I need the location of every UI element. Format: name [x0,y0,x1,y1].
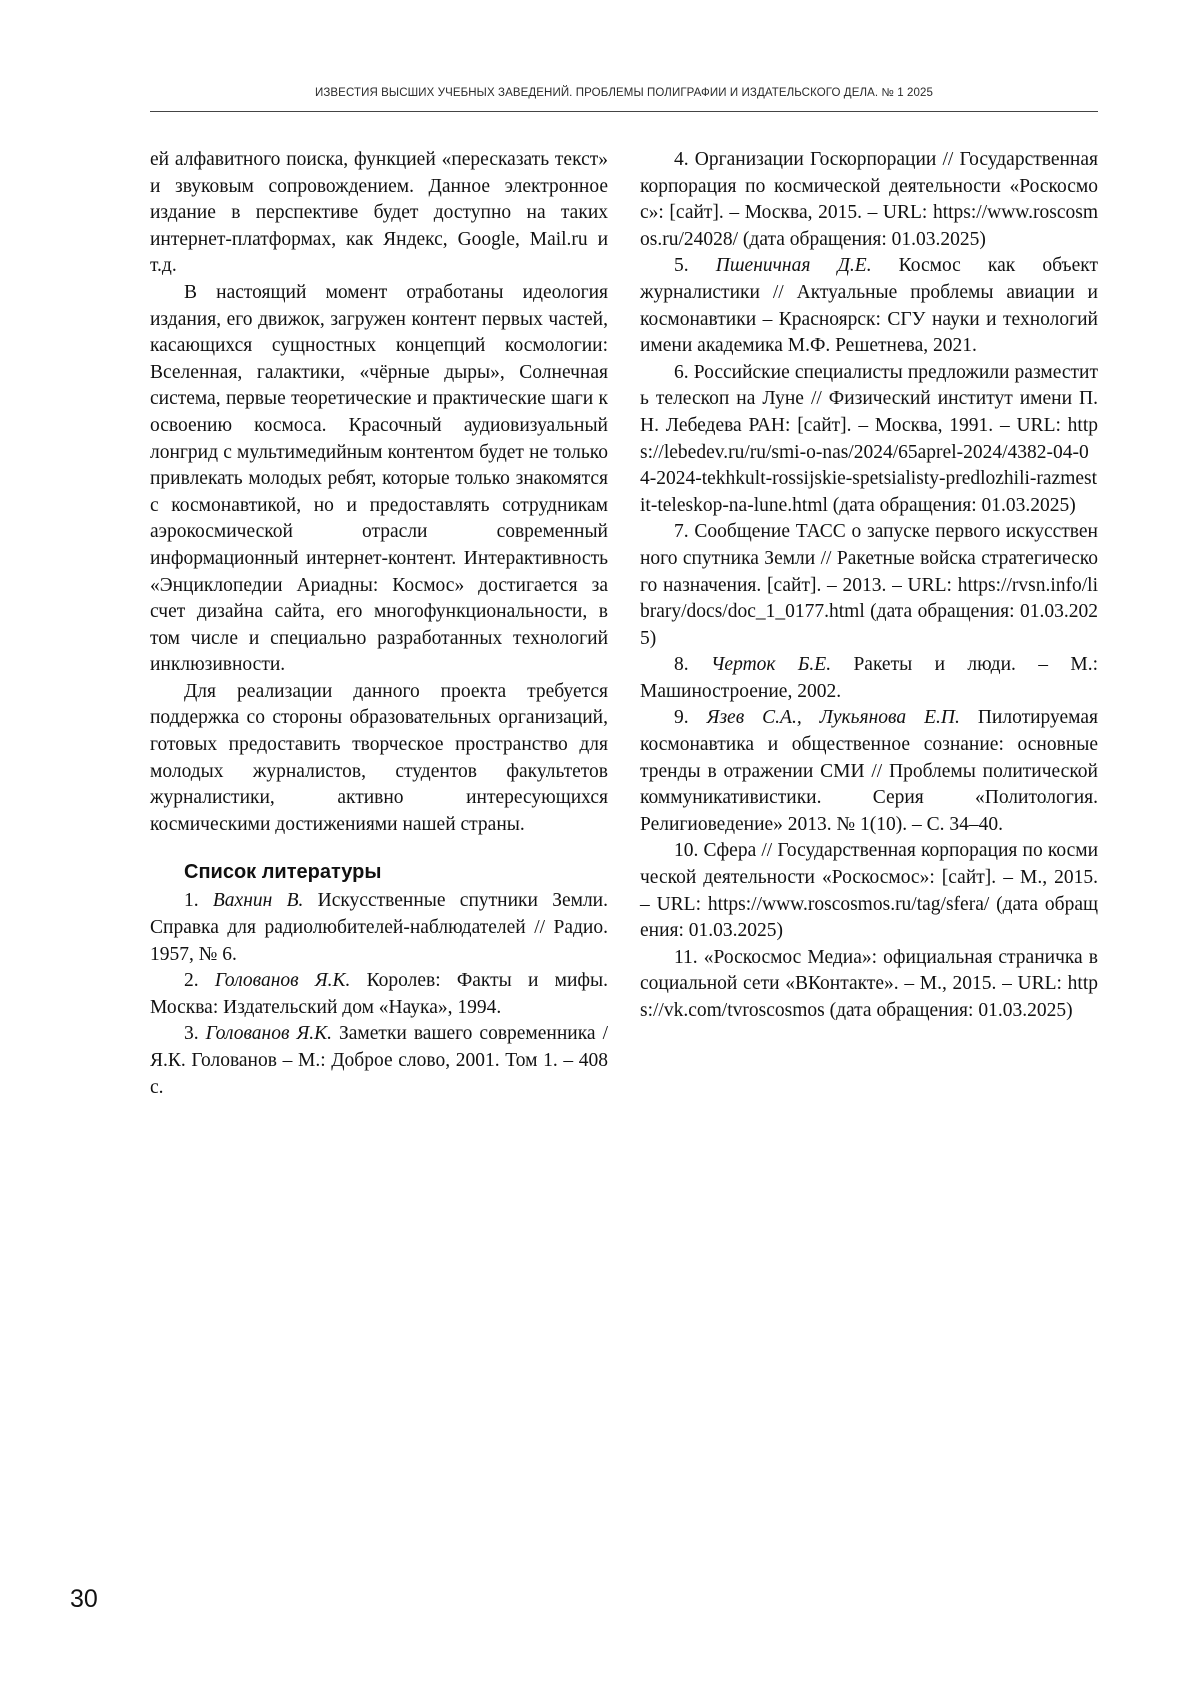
page-number: 30 [70,1585,98,1613]
reference-text: Королев: Факты и мифы. Москва: Издательский дом «Наука», 1994. [150,970,609,1018]
reference-number: 7. [674,521,689,543]
left-column [150,147,608,1101]
reference-author: Пшеничная Д.Е. [715,255,872,277]
reference-number: 10. [674,840,699,862]
reference-item [640,945,1098,1025]
reference-text: Ракеты и люди. – М.: Машиностроение, 2002. [640,654,1099,702]
reference-text: Сфера // Государственная корпорация по космической деятельности «Роскосмос»: [сайт]. – М., 2015. – URL: https://www.roscosmos.ru/tag/sfera/ (дата обращения: 01.03.2025) [640,840,1098,942]
right-column [640,147,1098,1025]
reference-number: 2. [184,970,199,992]
reference-item [640,519,1098,652]
reference-item [150,888,608,968]
reference-item [640,652,1098,705]
reference-number: 6. [674,361,689,383]
reference-text: Искусственные спутники Земли. Справка для радиолюбителей-наблюдателей // Радио. 1957, № 6. [150,890,608,965]
reference-item [640,360,1098,520]
reference-text: Пилотируемая космонавтика и общественное сознание: основные тренды в отражении СМИ // Проблемы политической коммуникативистики. Серия «Политология. Религиоведение» 2013. № 1(10). – С. 34–40. [640,707,1099,835]
reference-number: 1. [184,890,199,912]
reference-item [150,968,608,1021]
reference-item [640,147,1098,253]
reference-number: 3. [184,1023,199,1045]
reference-item [640,838,1098,944]
body-paragraph: Для реализации данного проекта требуется поддержка со стороны образовательных организаций, готовых предоставить творческое пространство для молодых журналистов, студентов факультетов журналистики, активно интересующихся космическими достижениями нашей страны. [150,680,608,835]
running-header: ИЗВЕСТИЯ ВЫСШИХ УЧЕБНЫХ ЗАВЕДЕНИЙ. ПРОБЛЕМЫ ПОЛИГРАФИИ И ИЗДАТЕЛЬСКОГО ДЕЛА. № 1 2025 [315,87,933,99]
reference-author: Язев С.А., Лукьянова Е.П. [706,707,960,729]
references-heading: Список литературы [184,861,382,884]
reference-author: Голованов Я.К. [205,1023,332,1045]
reference-number: 11. [674,946,698,968]
reference-text: Космос как объект журналистики // Актуальные проблемы авиации и космонавтики – Красноярск: СГУ науки и технологий имени академика М.Ф. Решетнева, 2021. [640,255,1098,357]
reference-text: Российские специалисты предложили разместить телескоп на Луне // Физический институт имени П.Н. Лебедева РАН: [сайт]. – Москва, 1991. – URL: https://lebedev.ru/ru/smi-o-nas/2024/65aprel-2024/4382-04-04-2024-tekhkult-rossijskie-spetsialisty-predlozhili-razmestit-teleskop-na-lune.html (дата обращения: 01.03.2025) [640,361,1098,516]
reference-author: Вахнин В. [212,890,304,912]
reference-item [640,705,1098,838]
reference-number: 5. [674,255,689,277]
reference-text: «Роскосмос Медиа»: официальная страничка в социальной сети «ВКонтакте». – М., 2015. – URL: https://vk.com/tvroscosmos (дата обращения: 01.03.2025) [640,946,1098,1021]
reference-number: 9. [674,707,689,729]
reference-author: Голованов Я.К. [214,970,351,992]
body-paragraph: ей алфавитного поиска, функцией «пересказать текст» и звуковым сопровождением. Данное электронное издание в перспективе будет доступно на таких интернет-платформах, как Яндекс, Google, Mail.ru и т.д. [150,149,608,277]
reference-text: Организации Госкорпорации // Государственная корпорация по космической деятельности «Роскосмос»: [сайт]. – Москва, 2015. – URL: https://www.roscosmos.ru/24028/ (дата обращения: 01.03.2025) [640,149,1098,250]
reference-item [150,1021,608,1101]
reference-item [640,253,1098,359]
reference-number: 4. [674,149,689,170]
reference-text: Сообщение ТАСС о запуске первого искусственного спутника Земли // Ракетные войска стратегического назначения. [сайт]. – 2013. – URL: https://rvsn.info/library/docs/doc_1_0177.html (дата обращения: 01.03.2025) [640,521,1098,649]
body-paragraph: В настоящий момент отработаны идеология издания, его движок, загружен контент первых частей, касающихся сущностных концепций космологии: Вселенная, галактики, «чёрные дыры», Солнечная система, первые теоретические и практические шаги к освоению космоса. Красочный аудиовизуальный лонгрид с мультимедийным контентом будет не только привлекать молодых ребят, которые только знакомятся с космонавтикой, но и предоставлять сотрудникам аэрокосмической отрасли современный информационный интернет-контент. Интерактивность «Энциклопедии Ариадны: Космос» достигается за счет дизайна сайта, его многофункциональности, в том числе и специально разработанных технологий инклюзивности. [150,281,608,676]
header-divider [150,111,1098,112]
reference-number: 8. [674,654,689,676]
reference-author: Черток Б.Е. [711,654,832,676]
reference-text: Заметки вашего современника / Я.К. Голованов – М.: Доброе слово, 2001. Том 1. – 408 с. [150,1023,608,1098]
